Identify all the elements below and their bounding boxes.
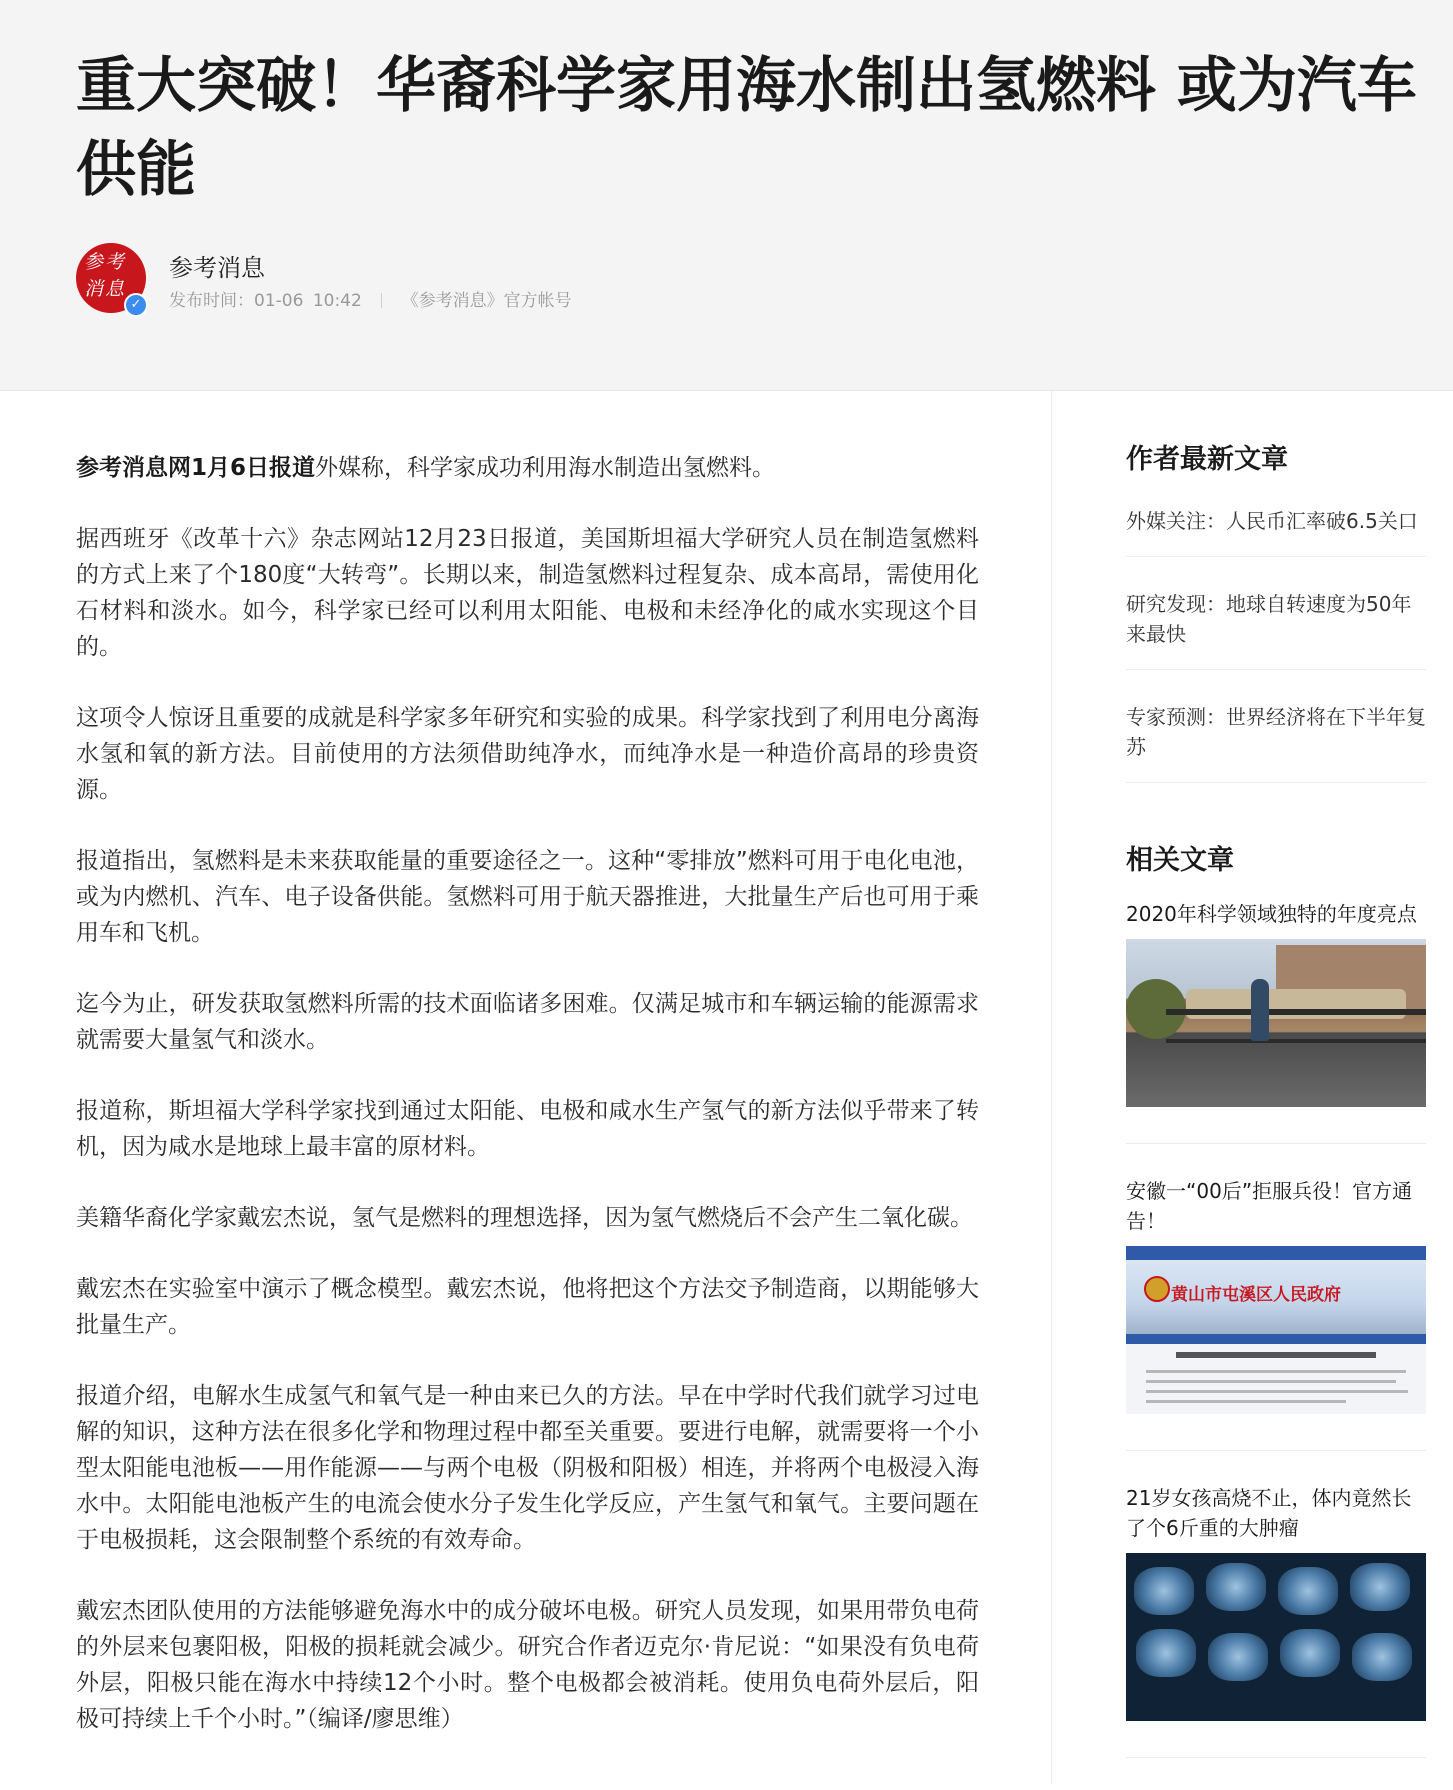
related-article-thumbnail[interactable]: [1126, 939, 1426, 1107]
thumbnail-doc-title: [1176, 1352, 1376, 1358]
thumbnail-banner-title: 黄山市屯溪区人民政府: [1171, 1285, 1341, 1305]
article-paragraph: 报道介绍，电解水生成氢气和氧气是一种由来已久的方法。早在中学时代我们就学习过电解的知识，这种方法在很多化学和物理过程中都至关重要。要进行电解，就需要将一个小型太阳能电池板——用作能源——与两个电极（阴极和阳极）相连，并将两个电极浸入海水中。太阳能电池板产生的电流会使水分子发生化学反应，产生氢气和氧气。主要问题在于电极损耗，这会限制整个系统的有效寿命。: [76, 1383, 979, 1553]
publish-time: 10:42: [312, 291, 362, 311]
thumbnail-text-line: [1146, 1390, 1408, 1393]
article-lead-text: 外媒称，科学家成功利用海水制造出氢燃料。: [315, 455, 776, 481]
related-article-title[interactable]: 2020年科学领域独特的年度亮点: [1126, 902, 1417, 926]
latest-article-link[interactable]: 研究发现：地球自转速度为50年来最快: [1126, 581, 1426, 670]
thumbnail-topbar: [1126, 1246, 1426, 1260]
latest-article-link[interactable]: 专家预测：世界经济将在下半年复苏: [1126, 694, 1426, 783]
account-label: 《参考消息》官方帐号: [401, 291, 572, 311]
article-header: [0, 0, 1453, 391]
thumbnail-scan: [1280, 1629, 1340, 1677]
sidebar: [1126, 440, 1426, 1790]
author-name[interactable]: 参考消息: [169, 254, 265, 282]
column-divider: [1051, 391, 1052, 1784]
thumbnail-scan: [1206, 1563, 1266, 1611]
thumbnail-text-line: [1146, 1380, 1396, 1383]
publish-label: 发布时间：: [169, 291, 254, 311]
thumbnail-scan: [1350, 1563, 1410, 1611]
article-paragraph: 据西班牙《改革十六》杂志网站12月23日报道，美国斯坦福大学研究人员在制造氢燃料的方式上来了个180度“大转弯”。长期以来，制造氢燃料过程复杂、成本高昂，需使用化石材料和淡水。如今，科学家已经可以利用太阳能、电极和未经净化的咸水实现这个目的。: [76, 526, 979, 660]
related-article-title[interactable]: 安徽一“00后”拒服兵役！官方通告！: [1126, 1179, 1413, 1233]
related-article-card[interactable]: [1126, 899, 1426, 1144]
article-lead-source: 参考消息网1月6日报道: [76, 455, 316, 481]
article-paragraph: 迄今为止，研发获取氢燃料所需的技术面临诸多困难。仅满足城市和车辆运输的能源需求就需要大量氢气和淡水。: [76, 991, 979, 1053]
article-paragraph: 戴宏杰团队使用的方法能够避免海水中的成分破坏电极。研究人员发现，如果用带负电荷的外层来包裹阳极，阳极的损耗就会减少。研究合作者迈克尔·肯尼说：“如果没有负电荷外层，阳极只能在海水中持续12个小时。整个电极都会被消耗。使用负电荷外层后，阳极可持续上千个小时。”（编译/廖思维）: [76, 1598, 979, 1732]
related-article-card[interactable]: [1126, 1176, 1426, 1451]
related-article-title[interactable]: 21岁女孩高烧不止，体内竟然长了个6斤重的大肿瘤: [1126, 1486, 1412, 1540]
thumbnail-scan: [1136, 1629, 1196, 1677]
article-meta: [169, 286, 572, 311]
related-article-thumbnail[interactable]: [1126, 1553, 1426, 1721]
thumbnail-text-line: [1146, 1400, 1346, 1403]
publish-date: 01-06: [254, 291, 304, 311]
thumbnail-railing: [1166, 1009, 1426, 1015]
thumbnail-scan: [1134, 1567, 1194, 1615]
thumbnail-railing: [1166, 1039, 1426, 1043]
thumbnail-scan: [1278, 1567, 1338, 1615]
related-article-card[interactable]: [1126, 1483, 1426, 1758]
thumbnail-text-line: [1146, 1370, 1406, 1373]
related-article-thumbnail[interactable]: [1126, 1246, 1426, 1414]
article-paragraph: 报道称，斯坦福大学科学家找到通过太阳能、电极和咸水生产氢气的新方法似乎带来了转机，因为咸水是地球上最丰富的原材料。: [76, 1098, 979, 1160]
article-paragraph: 美籍华裔化学家戴宏杰说，氢气是燃料的理想选择，因为氢气燃烧后不会产生二氧化碳。: [76, 1205, 973, 1231]
related-articles-heading: 相关文章: [1126, 845, 1234, 876]
article-title: 重大突破！华裔科学家用海水制出氢燃料 或为汽车供能: [76, 51, 1417, 205]
latest-articles-heading: 作者最新文章: [1126, 444, 1288, 475]
avatar-logo-text: 参考消息: [84, 251, 127, 300]
thumbnail-nav: [1126, 1334, 1426, 1344]
thumbnail-scan: [1208, 1633, 1268, 1681]
emblem-icon: [1144, 1276, 1170, 1302]
article-body: [76, 450, 979, 1772]
thumbnail-person: [1251, 979, 1269, 1041]
thumbnail-scan: [1352, 1633, 1412, 1681]
verified-badge-icon: ✓: [124, 293, 148, 317]
latest-article-link[interactable]: 外媒关注：人民币汇率破6.5关口: [1126, 498, 1426, 557]
article-lead-paragraph: [76, 450, 979, 486]
article-paragraph: 报道指出，氢燃料是未来获取能量的重要途径之一。这种“零排放”燃料可用于电化电池，或为内燃机、汽车、电子设备供能。氢燃料可用于航天器推进，大批量生产后也可用于乘用车和飞机。: [76, 848, 979, 946]
article-paragraph: 这项令人惊讶且重要的成就是科学家多年研究和实验的成果。科学家找到了利用电分离海水氢和氧的新方法。目前使用的方法须借助纯净水，而纯净水是一种造价高昂的珍贵资源。: [76, 705, 979, 803]
meta-divider: [381, 293, 382, 308]
article-paragraph: 戴宏杰在实验室中演示了概念模型。戴宏杰说，他将把这个方法交予制造商，以期能够大批量生产。: [76, 1276, 979, 1338]
